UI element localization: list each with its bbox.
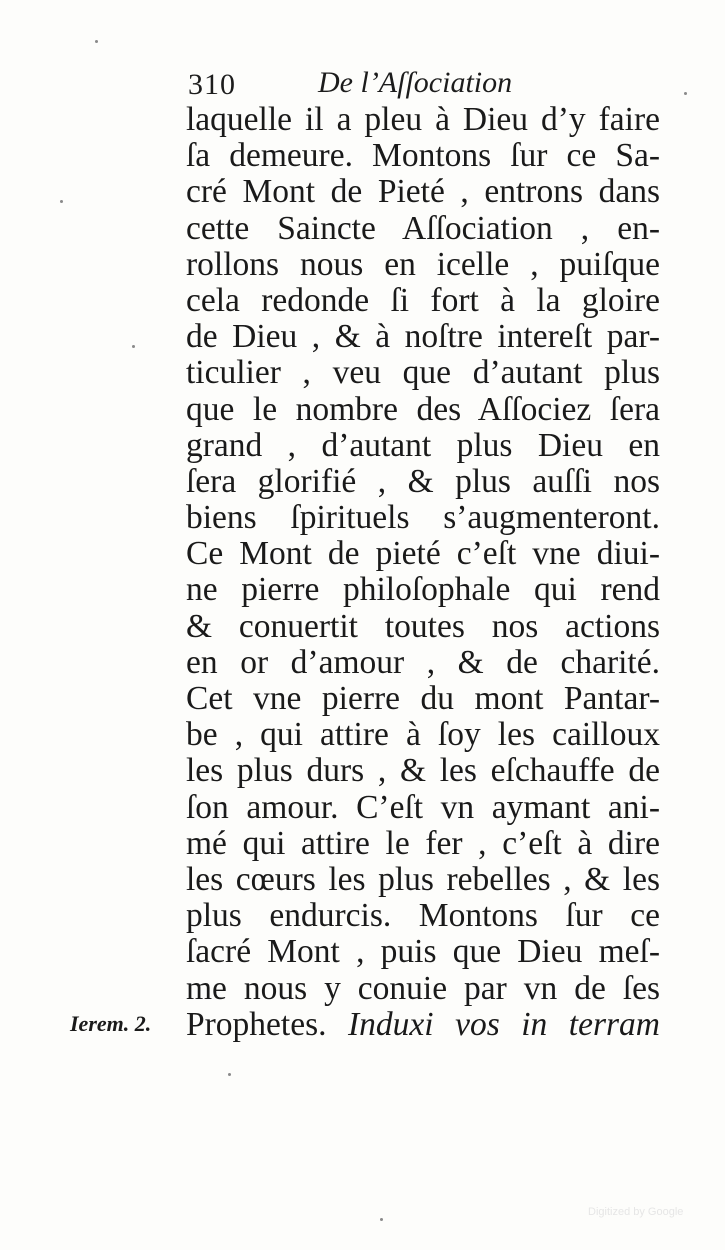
text-line: de Dieu , & à noſtre intereſt par- xyxy=(186,318,660,356)
body-text xyxy=(186,102,660,1043)
text-line: ſera glorifié , & plus auſſi nos xyxy=(186,462,660,500)
watermark: Digitized by Google xyxy=(588,1206,684,1218)
text-line: me nous y conuie par vn de ſes xyxy=(186,969,660,1007)
text-line-last xyxy=(186,1007,660,1043)
text-line: grand , d’autant plus Dieu en xyxy=(186,426,660,464)
text-line: cré Mont de Pieté , entrons dans xyxy=(186,173,660,211)
text-line: Ce Mont de pieté c’eſt vne diui- xyxy=(186,535,660,573)
margin-note: Ierem. 2. xyxy=(70,1011,152,1036)
ink-speck xyxy=(60,200,63,203)
ink-speck xyxy=(132,345,135,348)
text-line: les plus durs , & les eſchauffe de xyxy=(186,752,660,790)
text-line: ſa demeure. Montons ſur ce Sa- xyxy=(186,137,660,175)
text-line: que le nombre des Aſſociez ſera xyxy=(186,390,660,428)
text-line: rollons nous en icelle , puiſque xyxy=(186,245,660,283)
ink-speck xyxy=(380,1218,383,1221)
text-line: Cet vne pierre du mont Pantar- xyxy=(186,680,660,717)
text-line: cela redonde ſi fort à la gloire xyxy=(186,281,660,319)
text-line: cette Saincte Aſſociation , en- xyxy=(186,209,660,247)
text-line: en or d’amour , & de charité. xyxy=(186,643,660,681)
text-line: ticulier , veu que d’autant plus xyxy=(186,354,660,392)
ink-speck xyxy=(95,40,98,43)
text-line: biens ſpirituels s’augmenteront. xyxy=(186,499,660,537)
ink-speck xyxy=(684,92,687,95)
last-line-italic: Induxi vos in terram xyxy=(348,1005,660,1043)
text-line: les cœurs les plus rebelles , & les xyxy=(186,860,660,898)
text-line: laquelle il a pleu à Dieu d’y faire xyxy=(186,101,660,138)
last-line-roman: Prophetes. xyxy=(186,1005,327,1043)
text-line: & conuertit toutes nos actions xyxy=(186,607,660,645)
text-line: be , qui attire à ſoy les cailloux xyxy=(186,716,660,754)
page-number: 310 xyxy=(188,68,236,101)
text-line: ſacré Mont , puis que Dieu meſ- xyxy=(186,933,660,971)
text-line: ne pierre philoſophale qui rend xyxy=(186,571,660,609)
text-line: ſon amour. C’eſt vn aymant ani- xyxy=(186,788,660,826)
text-line: mé qui attire le fer , c’eſt à dire xyxy=(186,824,660,862)
running-title: De l’Aſſociation xyxy=(318,66,513,99)
ink-speck xyxy=(228,1073,231,1076)
text-line: plus endurcis. Montons ſur ce xyxy=(186,897,660,935)
